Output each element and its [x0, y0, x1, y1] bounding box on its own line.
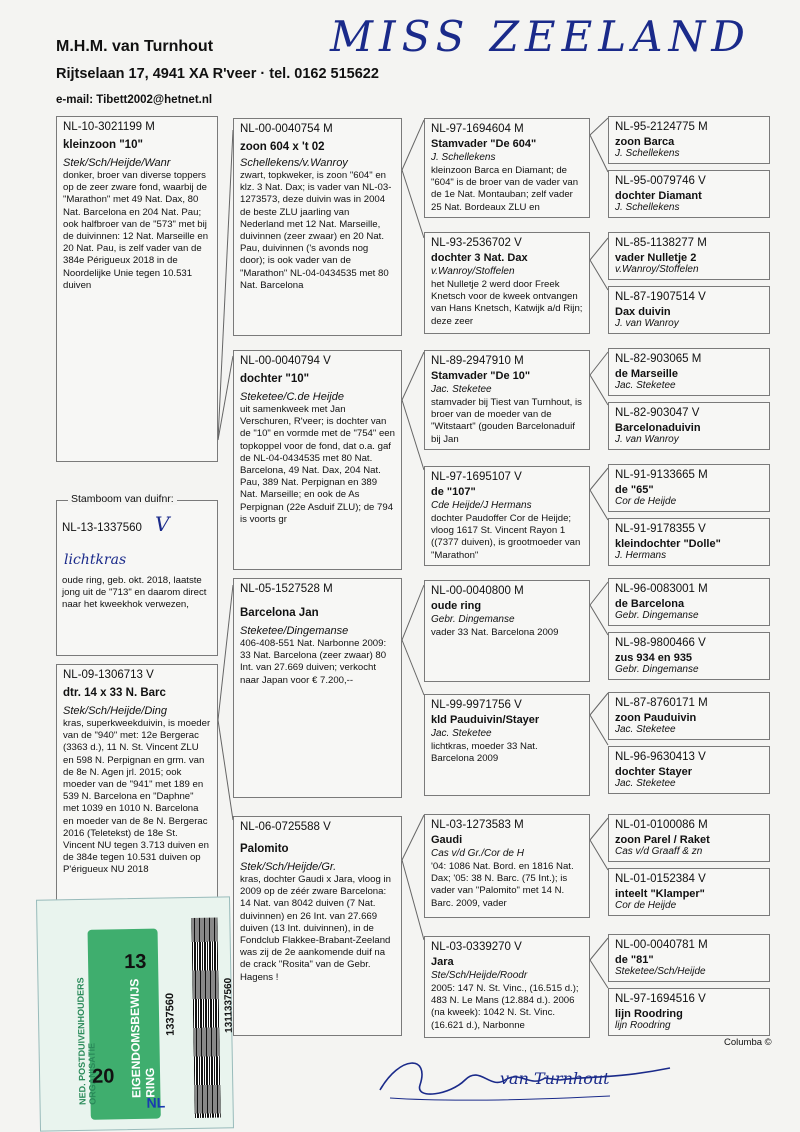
description: '04: 1086 Nat. Bord. en 1816 Nat. Dax; '05: 38 N. Barc. (75 Int.); is vader van "Palomito" met 14 N. Barc. 2009, vader	[431, 861, 574, 909]
great-grandparent-4	[424, 466, 590, 566]
gg-grandparent-6	[608, 402, 770, 450]
ring-number: NL-09-1306713 V	[63, 669, 154, 681]
pigeon-name: inteelt "Klamper"	[615, 888, 705, 900]
gg-grandparent-15	[608, 934, 770, 982]
breeder: Jac. Steketee	[431, 728, 492, 739]
signature-text: van Turnhout	[500, 1069, 610, 1088]
description: zwart, topkweker, is zoon "604" en klz. 3 Nat. Dax; is vader van NL-03-1273573, deze duivin was in 2004 de beste ZLU jaarling van Nederland met 12 Nat. Marseille, duivinnen (zeer zwaar) en 20 Nat. Pau, duivinnen ('s avonds nog door); is ook vader van de "Marathon" NL-04-0434535 met 80 Nat. Barcelona	[240, 170, 392, 291]
grandparent-2	[233, 350, 402, 570]
breeder: Gebr. Dingemanse	[615, 664, 699, 675]
card-year-a: 20	[91, 1065, 115, 1088]
pigeon-name: Barcelonaduivin	[615, 422, 701, 434]
great-grandparent-2	[424, 232, 590, 334]
breeder: Cas v/d Graaff & zn	[615, 846, 703, 857]
ring-number: NL-01-0152384 V	[615, 873, 706, 885]
ring-number: NL-97-1695107 V	[431, 471, 522, 483]
subject-tick: V	[155, 512, 170, 536]
pigeon-name: dochter Diamant	[615, 190, 702, 202]
card-title: EIGENDOMSBEWIJS RING	[127, 978, 158, 1099]
gg-grandparent-5	[608, 348, 770, 396]
pigeon-name: Barcelona Jan	[240, 607, 319, 619]
grandparent-1	[233, 118, 402, 336]
ring-number: NL-00-0040781 M	[615, 939, 708, 951]
pigeon-name: de "107"	[431, 486, 476, 498]
breeder: Cde Heijde/J Hermans	[431, 500, 532, 511]
gg-grandparent-3	[608, 232, 770, 280]
ring-number: NL-00-0040800 M	[431, 585, 524, 597]
breeder: J. Hermans	[615, 550, 667, 561]
breeder: J. Schellekens	[615, 202, 680, 213]
breeder: J. Schellekens	[431, 152, 496, 163]
ring-number: NL-01-0100086 M	[615, 819, 708, 831]
ring-number: NL-98-9800466 V	[615, 637, 706, 649]
signature	[370, 1050, 690, 1110]
pigeon-name: de "81"	[615, 954, 654, 966]
description: kras, dochter Gaudi x Jara, vloog in 2009 op de zéér zware Barcelona: 14 Nat. van 8042 duiven (7 Nat. duivinnen) en 26 Int. van 27.669 duiven (13 Int. duivinnen), in de Fondclub Flakkee-Brabant-Zeeland was zij de 2e aankomende duif na de crack "Rosita" van de Gebr. Hagens !	[240, 874, 391, 983]
pigeon-name: Gaudi	[431, 834, 463, 846]
breeder: Jac. Steketee	[431, 384, 492, 395]
breeder: Jac. Steketee	[615, 380, 676, 391]
pigeon-name: kleindochter "Dolle"	[615, 538, 721, 550]
ring-number: NL-03-0339270 V	[431, 941, 522, 953]
breeder: Steketee/Dingemanse	[240, 625, 349, 637]
card-number: 1337560	[164, 992, 177, 1036]
ring-number: NL-82-903065 M	[615, 353, 702, 365]
grandparent-4	[233, 816, 402, 1036]
gg-grandparent-4	[608, 286, 770, 334]
pigeon-name: zoon 604 x 't 02	[240, 141, 325, 153]
breeder: J. van Wanroy	[615, 318, 679, 329]
pigeon-name: zoon Barca	[615, 136, 675, 148]
ring-number: NL-87-1907514 V	[615, 291, 706, 303]
pigeon-name: de Marseille	[615, 368, 678, 380]
description: lichtkras, moeder 33 Nat. Barcelona 2009	[431, 741, 538, 765]
pigeon-name: Palomito	[240, 843, 289, 855]
card-year-b: 13	[123, 950, 147, 974]
grandparent-3	[233, 578, 402, 798]
gg-grandparent-1	[608, 116, 770, 164]
description: donker, broer van diverse toppers op de zeer zware fond, waarbij de "Marathon" met 49 Nat. Dax, 80 Nat. Barcelona en 204 Nat. Pau; ook halfbroer van de "573" met bij de duivinnen: 12 Nat. Marseille en 20 Nat. Pau, is zelf vader van de 384e Périgueux 2018 in de Noordelijke Unie tegen 10.531 duiven	[63, 170, 209, 291]
ring-number: NL-95-2124775 M	[615, 121, 708, 133]
breeder: J. Schellekens	[615, 148, 680, 159]
gg-grandparent-11	[608, 692, 770, 740]
pigeon-name: dtr. 14 x 33 N. Barc	[63, 687, 166, 699]
breeder: J. van Wanroy	[615, 434, 679, 445]
ring-number: NL-97-1694516 V	[615, 993, 706, 1005]
ring-number: NL-93-2536702 V	[431, 237, 522, 249]
pigeon-name: oude ring	[431, 600, 482, 612]
breeder: lijn Roodring	[615, 1020, 671, 1031]
pigeon-name: dochter "10"	[240, 373, 310, 385]
breeder: Cas v/d Gr./Cor de H	[431, 848, 524, 859]
breeder: Cor de Heijde	[615, 900, 677, 911]
ring-number: NL-96-0083001 M	[615, 583, 708, 595]
ring-number: NL-97-1694604 M	[431, 123, 524, 135]
gg-grandparent-7	[608, 464, 770, 512]
pigeon-name: vader Nulletje 2	[615, 252, 697, 264]
breeder: v.Wanroy/Stoffelen	[431, 266, 515, 277]
card-country: NL	[146, 1094, 166, 1111]
gg-grandparent-2	[608, 170, 770, 218]
owner-address: Rijtselaan 17, 4941 XA R'veer · tel. 0162 515622	[56, 66, 379, 82]
gg-grandparent-8	[608, 518, 770, 566]
breeder: Ste/Sch/Heijde/Roodr	[431, 970, 528, 981]
great-grandparent-8	[424, 936, 590, 1038]
description: 406-408-551 Nat. Narbonne 2009: 33 Nat. Barcelona (zeer zwaar) 80 Int. van 27.669 duiven; verkocht naar Japan voor € 7.200,--	[240, 638, 387, 686]
description: het Nulletje 2 werd door Freek Knetsch voor de kweek ontvangen van Hans Knetsch, Katwijk a/d Rijn; deze zeer	[431, 279, 583, 327]
breeder: Stek/Sch/Heijde/Ding	[63, 705, 167, 717]
pigeon-name: Stamvader "De 604"	[431, 138, 537, 150]
breeder: Gebr. Dingemanse	[431, 614, 515, 625]
ring-number: NL-91-9133665 M	[615, 469, 708, 481]
breeder: Gebr. Dingemanse	[615, 610, 699, 621]
subject-description: oude ring, geb. okt. 2018, laatste jong uit de "713" en daarom direct naar het kweekhok verwezen,	[62, 575, 207, 611]
pigeon-name: de Barcelona	[615, 598, 685, 610]
breeder: Stek/Sch/Heijde/Gr.	[240, 861, 337, 873]
breeder: Stek/Sch/Heijde/Wanr	[63, 157, 171, 169]
ring-number: NL-03-1273583 M	[431, 819, 524, 831]
pigeon-name: dochter Stayer	[615, 766, 693, 778]
gg-grandparent-16	[608, 988, 770, 1036]
description: vader 33 Nat. Barcelona 2009	[431, 627, 559, 638]
ring-number: NL-06-0725588 V	[240, 821, 331, 833]
pigeon-name: lijn Roodring	[615, 1008, 683, 1020]
breeder: Cor de Heijde	[615, 496, 677, 507]
owner-name: M.H.M. van Turnhout	[56, 38, 214, 55]
ring-number: NL-10-3021199 M	[63, 121, 155, 133]
ring-number: NL-96-9630413 V	[615, 751, 706, 763]
gg-grandparent-13	[608, 814, 770, 862]
ring-number: NL-95-0079746 V	[615, 175, 706, 187]
gg-grandparent-9	[608, 578, 770, 626]
pigeon-name: dochter 3 Nat. Dax	[431, 252, 528, 264]
breeder: Jac. Steketee	[615, 724, 676, 735]
breeder: Steketee/C.de Heijde	[240, 391, 344, 403]
barcode-number: 1311337560	[222, 977, 235, 1033]
owner-email: e-mail: Tibett2002@hetnet.nl	[56, 94, 213, 106]
great-grandparent-7	[424, 814, 590, 918]
description: kras, superkweekduivin, is moeder van de "940" met: 12e Bergerac (3363 d.), 11 N. St. Vincent ZLU en 598 N. Perpignan en grm. van de 8e N. Agen jrl. 2015; ook moeder van de "941" met 189 en 539 N. Barcelona en "Daphne" met 1039 en 1010 N. Barcelona en moeder van de 8e N. Bergerac 2016 (Teletekst) de 18e St. Vincent NU tegen 3.713 duiven en de 384e tegen 10.531 duiven op P'érigueux NU 2018	[63, 718, 211, 876]
great-grandparent-6	[424, 694, 590, 796]
gg-grandparent-14	[608, 868, 770, 916]
description: kleinzoon Barca en Diamant; de "604" is de broer van de vader van de 1e Nat. Montauban; zelf vader 25 Nat. Bordeaux ZLU en	[431, 165, 579, 213]
pigeon-name: Stamvader "De 10"	[431, 370, 531, 382]
subject-handwritten-note: lichtkras	[64, 552, 127, 568]
pigeon-name: zus 934 en 935	[615, 652, 693, 664]
ring-number: NL-82-903047 V	[615, 407, 700, 419]
great-grandparent-1	[424, 118, 590, 218]
ring-number: NL-89-2947910 M	[431, 355, 524, 367]
ring-number: NL-05-1527528 M	[240, 583, 333, 595]
great-grandparent-5	[424, 580, 590, 682]
gg-grandparent-12	[608, 746, 770, 794]
credit: Columba ©	[724, 1037, 772, 1048]
breeder: Jac. Steketee	[615, 778, 676, 789]
description: stamvader bij Tiest van Turnhout, is broer van de moeder van de "Witstaart" (gouden Barcelonaduif bij Jan	[431, 397, 582, 445]
ring-number: NL-99-9971756 V	[431, 699, 522, 711]
pigeon-name: Dax duivin	[615, 306, 671, 318]
pigeon-name: kleinzoon "10"	[63, 139, 143, 151]
handwritten-title: MISS ZEELAND	[330, 12, 751, 61]
description: uit samenkweek met Jan Verschuren, R'veer; is dochter van de "10" en vormde met de "754" een topkoppel voor de fond, dat o.a. gaf de NL-04-0434535 met 80 Nat. Barcelona, 49 Nat. Dax, 204 Nat. Pau, 389 Nat. Perpignan en 389 Nat. Marseille; en ook de As Perpignan (22e Asduif ZLU); de 794 is voorts gr	[240, 404, 395, 525]
ring-number: NL-85-1138277 M	[615, 237, 707, 249]
pigeon-name: kld Pauduivin/Stayer	[431, 714, 540, 726]
pigeon-name: Jara	[431, 956, 454, 968]
gg-grandparent-10	[608, 632, 770, 680]
parent-father	[56, 116, 218, 462]
parent-mother	[56, 664, 218, 904]
subject-ring: NL-13-1337560	[62, 522, 142, 534]
pedigree-label: Stamboom van duifnr:	[68, 493, 177, 505]
ring-number: NL-87-8760171 M	[615, 697, 708, 709]
pigeon-name: de "65"	[615, 484, 654, 496]
description: 2005: 147 N. St. Vinc., (16.515 d.); 483 N. Le Mans (12.884 d.). 2006 (na kweek): 1042 N. St. Vinc. (16.621 d.), Narbonne	[431, 983, 579, 1031]
ring-number: NL-00-0040754 M	[240, 123, 333, 135]
barcode	[191, 918, 220, 1118]
description: dochter Paudoffer Cor de Heijde; vloog 1617 St. Vincent Rayon 1 ((7377 duiven), is grootmoeder van "Marathon"	[431, 513, 581, 561]
breeder: Schellekens/v.Wanroy	[240, 157, 348, 169]
pigeon-name: zoon Parel / Raket	[615, 834, 710, 846]
ring-number: NL-00-0040794 V	[240, 355, 331, 367]
pigeon-name: zoon Pauduivin	[615, 712, 697, 724]
great-grandparent-3	[424, 350, 590, 450]
breeder: Steketee/Sch/Heijde	[615, 966, 706, 977]
ownership-card	[36, 896, 234, 1131]
ring-number: NL-91-9178355 V	[615, 523, 706, 535]
card-org: NED. POSTDUIVENHOUDERS ORGANISATIE	[75, 977, 98, 1106]
breeder: v.Wanroy/Stoffelen	[615, 264, 699, 275]
